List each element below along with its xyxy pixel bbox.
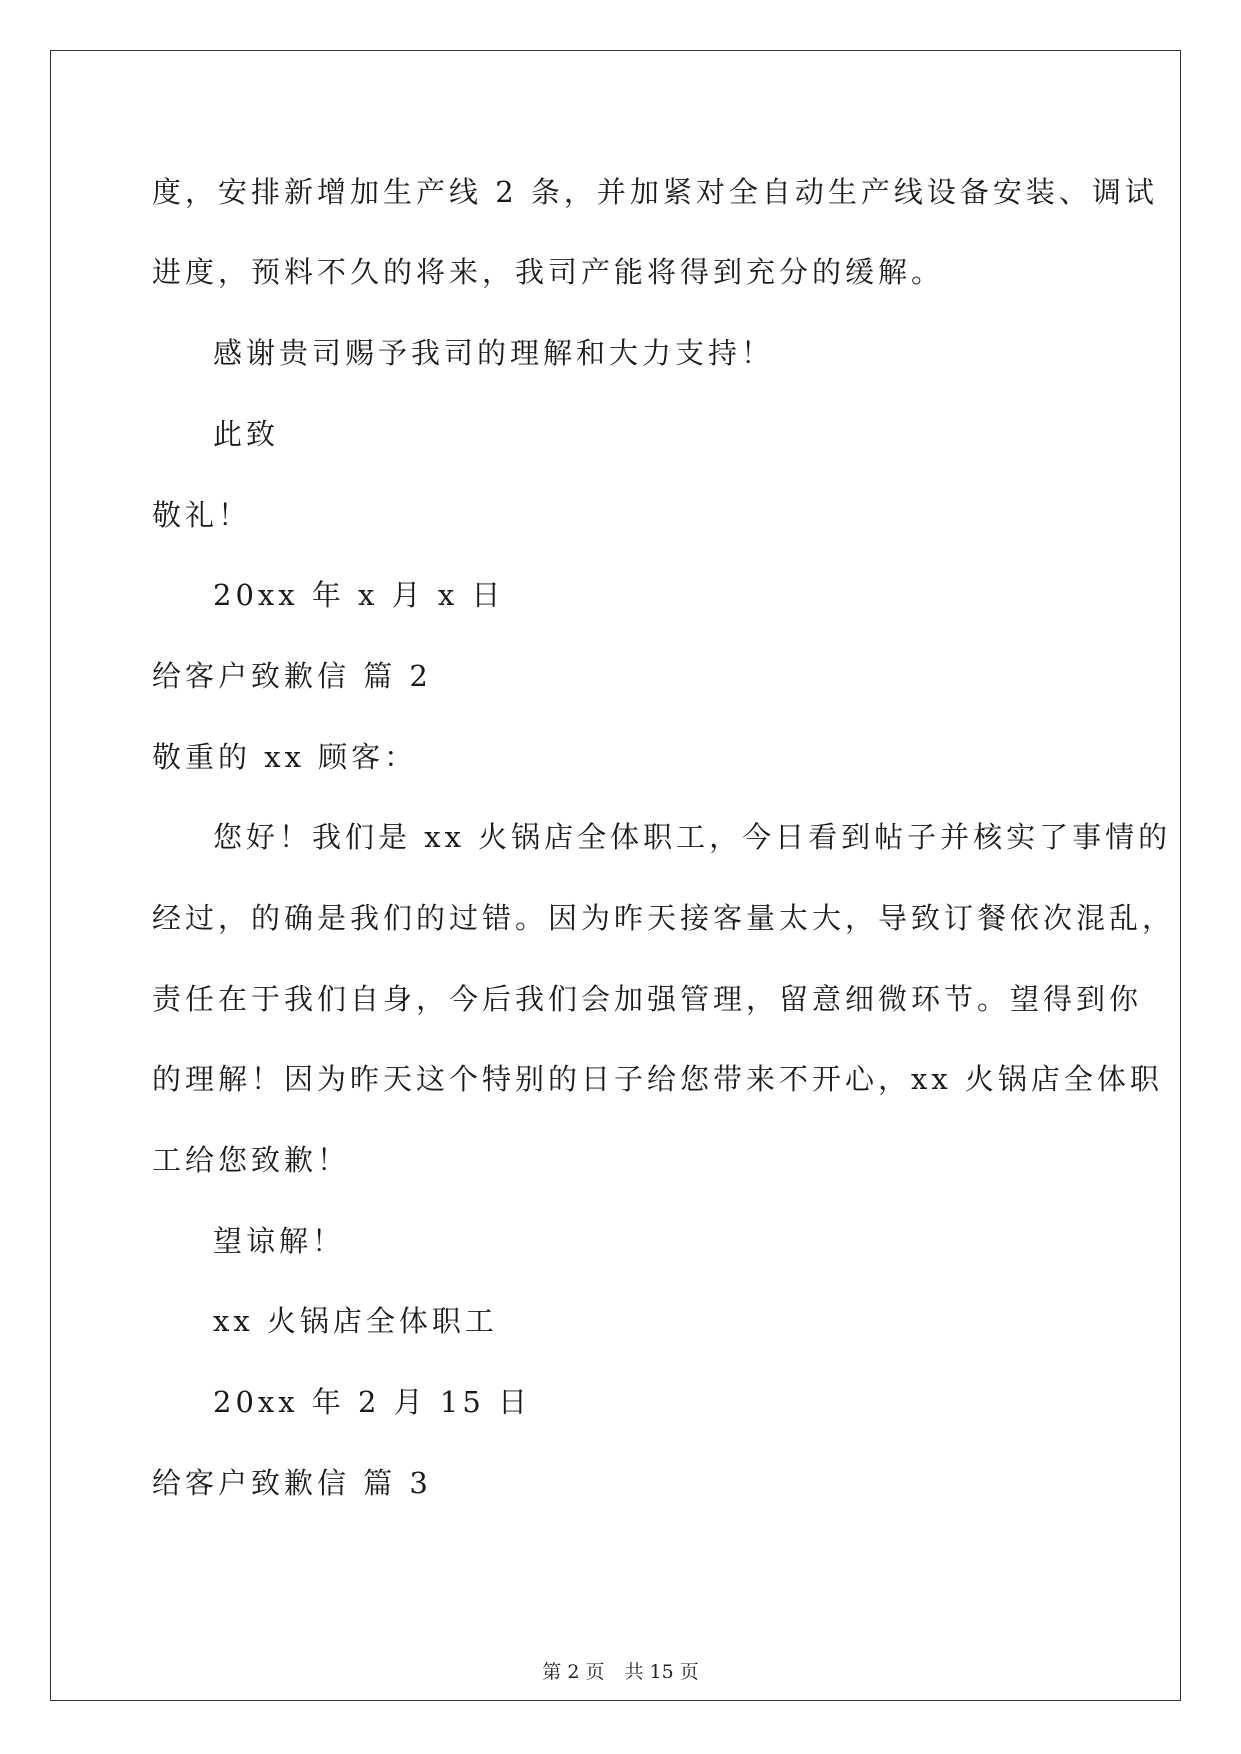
date-line: 20xx 年 x 月 x 日 (213, 578, 505, 612)
body-line-5: 经过，的确是我们的过错。因为昨天接客量太大，导致订餐依次混乱， (152, 901, 1176, 935)
closing-line: 此致 (213, 417, 280, 451)
date-line-2: 20xx 年 2 月 15 日 (213, 1385, 532, 1419)
body-line-4: 您好！我们是 xx 火锅店全体职工，今日看到帖子并核实了事情的 (213, 820, 1172, 854)
greeting-line: 敬重的 xx 顾客： (152, 740, 418, 774)
page-total: 共 15 页 (624, 1661, 699, 1683)
body-line-1: 度，安排新增加生产线 2 条，并加紧对全自动生产线设备安装、调试 (152, 175, 1158, 209)
section-heading-2: 给客户致歉信 篇 2 (152, 659, 432, 693)
body-line-8: 工给您致歉！ (152, 1143, 351, 1177)
body-line-3: 感谢贵司赐予我司的理解和大力支持！ (213, 336, 775, 370)
closing-line-2: 望谅解！ (213, 1224, 346, 1258)
page-footer (0, 1660, 1241, 1684)
body-line-6: 责任在于我们自身，今后我们会加强管理，留意细微环节。望得到你 (152, 982, 1143, 1016)
salutation-line: 敬礼！ (152, 498, 252, 532)
body-line-7: 的理解！因为昨天这个特别的日子给您带来不开心，xx 火锅店全体职 (152, 1062, 1163, 1096)
signature-line: xx 火锅店全体职工 (213, 1304, 498, 1338)
page-number: 第 2 页 (542, 1661, 605, 1683)
section-heading-3: 给客户致歉信 篇 3 (152, 1466, 432, 1500)
body-line-2: 进度，预料不久的将来，我司产能将得到充分的缓解。 (152, 255, 945, 289)
page-border (50, 50, 1181, 1701)
